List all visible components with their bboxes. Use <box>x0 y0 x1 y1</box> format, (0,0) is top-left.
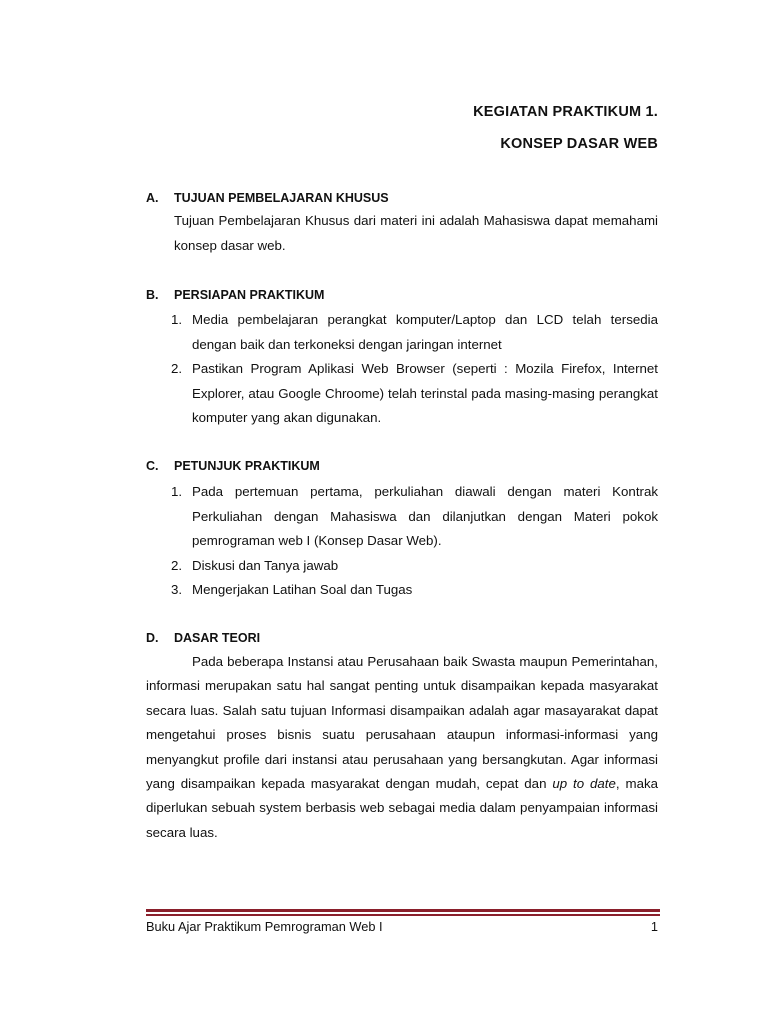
section-c-letter: C. <box>146 459 159 473</box>
list-item <box>171 578 658 603</box>
section-a-line2: konsep dasar web. <box>174 237 286 253</box>
footer-book-title: Buku Ajar Praktikum Pemrograman Web I <box>146 919 383 934</box>
section-a-line1: Tujuan Pembelajaran Khusus dari materi ini adalah Mahasiswa dapat memahami <box>174 213 658 228</box>
section-d-letter: D. <box>146 631 159 645</box>
list-item <box>171 554 658 579</box>
footer-page-number: 1 <box>650 919 658 934</box>
section-c-heading <box>146 459 320 473</box>
section-d-italic-phrase: up to date <box>552 776 616 792</box>
list-item-number: 3. <box>171 582 183 598</box>
section-a-body <box>174 209 658 258</box>
list-item-text: Pastikan Program Aplikasi Web Browser (seperti : Mozila Firefox, Internet Explorer, atau Google Chroome) telah terinstal pada masing-masing perangkat komputer yang akan digunakan. <box>192 361 658 426</box>
section-c-title: PETUNJUK PRAKTIKUM <box>174 459 320 473</box>
section-b-heading <box>146 288 324 302</box>
section-b-title: PERSIAPAN PRAKTIKUM <box>174 288 325 302</box>
list-item-text: Diskusi dan Tanya jawab <box>192 557 339 573</box>
section-d-text-part1: Pada beberapa Instansi atau Perusahaan baik Swasta maupun Pemerintahan, informasi merupakan satu hal sangat penting untuk disampaikan kepada masyarakat secara luas. Salah satu tujuan Informasi disampaikan adalah agar masayarakat dapat mengetahui proses bisnis suatu perusahaan ataupun informasi-informasi yang menyangkut profile dari instansi atau perusahaan yang bersangkutan. Agar informasi yang disampaikan kepada masyarakat dengan mudah, cepat dan <box>146 654 658 792</box>
section-d-title: DASAR TEORI <box>174 631 261 645</box>
list-item-number: 1. <box>171 312 183 327</box>
footer-rule-thin <box>146 914 660 916</box>
list-item-number: 2. <box>171 557 183 573</box>
list-item <box>171 480 658 554</box>
list-item <box>171 308 658 357</box>
section-c-list <box>171 480 658 603</box>
list-item-text: Media pembelajaran perangkat komputer/Laptop dan LCD telah tersedia dengan baik dan terkoneksi dengan jaringan internet <box>192 312 658 352</box>
list-item-text: Pada pertemuan pertama, perkuliahan diawali dengan materi Kontrak Perkuliahan dengan Mahasiswa dan dilanjutkan dengan Materi pokok pemrograman web I (Konsep Dasar Web). <box>192 484 658 549</box>
page-subtitle: KONSEP DASAR WEB <box>500 136 658 152</box>
section-b-letter: B. <box>146 288 159 302</box>
list-item-number: 2. <box>171 361 183 377</box>
section-a-letter: A. <box>146 191 159 205</box>
section-a-heading <box>146 191 389 205</box>
footer-rule-thick <box>146 909 660 912</box>
section-d-paragraph <box>146 650 658 845</box>
list-item-text: Mengerjakan Latihan Soal dan Tugas <box>192 582 413 598</box>
page-title: KEGIATAN PRAKTIKUM 1. <box>473 104 658 120</box>
section-d-heading <box>146 631 260 645</box>
list-item-number: 1. <box>171 484 183 499</box>
list-item <box>171 357 658 431</box>
section-b-list <box>171 308 658 431</box>
section-a-title: TUJUAN PEMBELAJARAN KHUSUS <box>174 191 389 205</box>
section-d-text-part2: , maka diperlukan sebuah system berbasis web sebagai media dalam penyampaian informasi secara luas. <box>146 776 659 840</box>
